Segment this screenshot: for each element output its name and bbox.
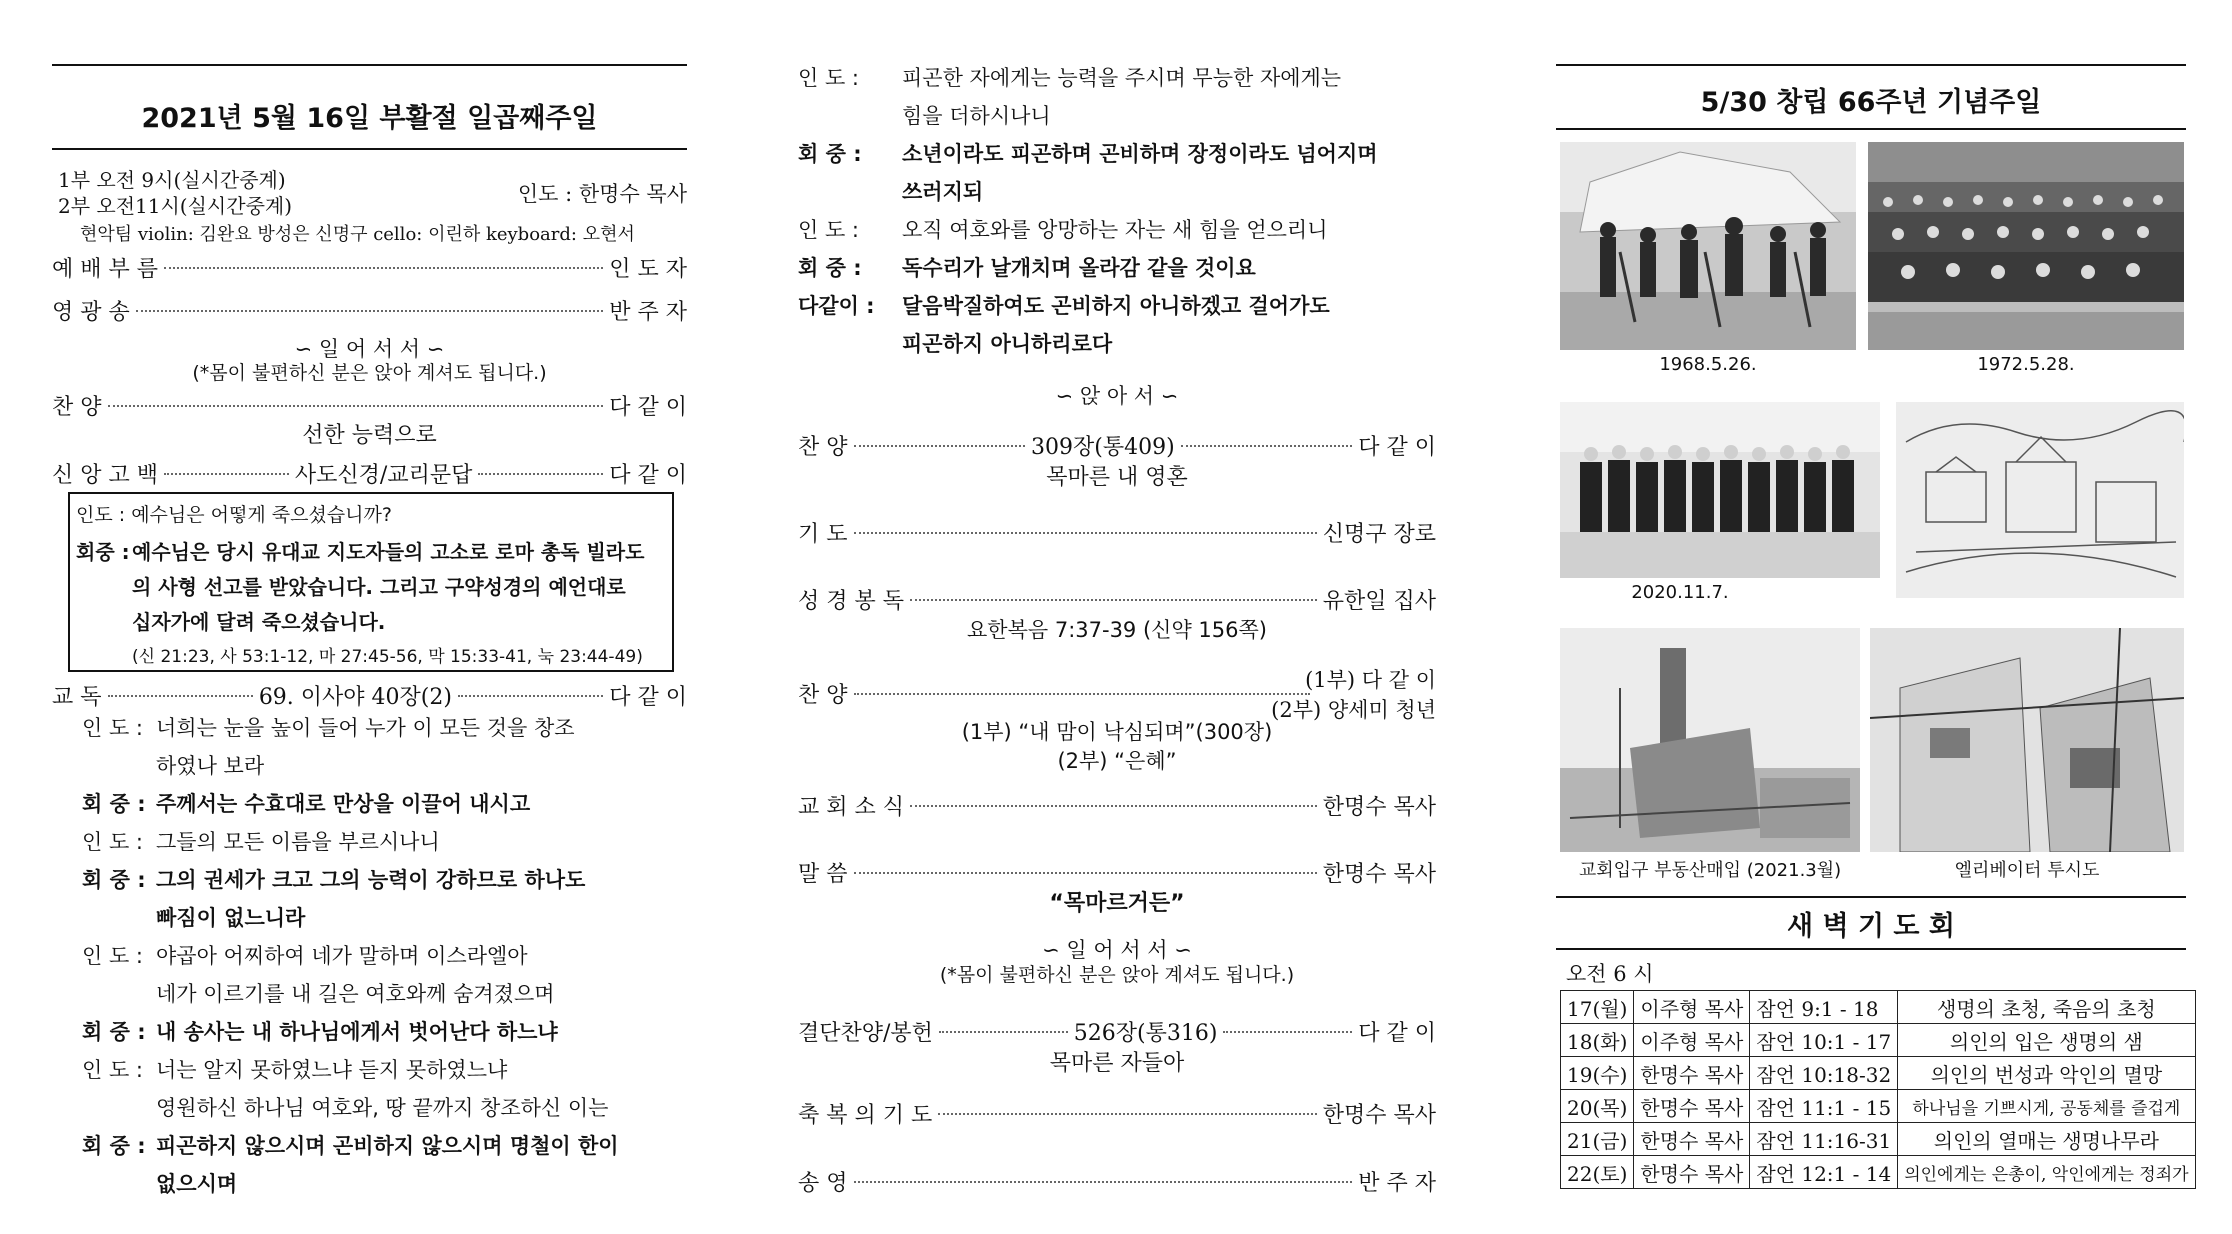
cell-pastor: 한명수 목사 [1634,1123,1750,1156]
cell-day: 17(월) [1561,991,1634,1024]
top-rule [52,64,687,66]
cell-topic: 의인의 번성과 악인의 멸망 [1898,1057,2195,1090]
cell-day: 18(화) [1561,1024,1634,1057]
gloria [52,295,687,326]
reading-line: 쓰러지되 [902,180,984,204]
anthem [798,678,1316,709]
reading-line: 피곤한 자에게는 능력을 주시며 무능한 자에게는 [902,66,1342,90]
reading-speaker: 인 도 : [82,830,143,854]
item-person: 다 같 이 [609,463,687,488]
service-1: 1부 오전 9시(실시간중계) [58,168,286,192]
prayer [798,517,1436,548]
item-detail: 69. 이사야 40장(2) [258,685,452,710]
item-label: 찬 양 [798,435,848,460]
sermon-title: “목마르거든” [1049,891,1185,916]
reading-line: 그의 권세가 크고 그의 능력이 강하므로 하나도 [156,868,586,892]
table-row [1561,1024,2196,1057]
reading-line: 너는 알지 못하였느냐 듣지 못하였느냐 [156,1058,508,1082]
reading-line: 빠짐이 없느니라 [156,906,306,930]
benediction [798,1098,1436,1129]
cell-passage: 잠언 9:1 - 18 [1750,991,1898,1024]
church-news [798,790,1436,821]
leader-name: 인도 : 한명수 목사 [517,182,687,206]
photo-group-2020 [1560,402,1880,578]
photo-caption: 1968.5.26. [1659,354,1757,375]
confession-of-faith [52,458,687,489]
table-row [1561,1123,2196,1156]
item-person: 인 도 자 [609,257,687,282]
page-title: 2021년 5월 16일 부활절 일곱째주일 [141,103,598,134]
anniversary-title: 5/30 창립 66주년 기념주일 [1700,87,2042,118]
reading-line: 힘을 더하시나니 [902,104,1051,128]
reading-line: 소년이라도 피곤하며 곤비하며 장정이라도 넘어지며 [902,142,1378,166]
cell-day: 22(토) [1561,1156,1634,1189]
cell-passage: 잠언 11:16-31 [1750,1123,1898,1156]
reading-line: 달음박질하여도 곤비하지 아니하겠고 걸어가도 [902,294,1330,318]
sit-instruction: ∽ 앉 아 서 ∽ [1055,384,1179,408]
cell-day: 19(수) [1561,1057,1634,1090]
cell-pastor: 이주형 목사 [1634,1024,1750,1057]
reading-line: 피곤하지 않으시며 곤비하지 않으시며 명철이 한이 [156,1134,619,1158]
doxology [798,1166,1436,1197]
item-person: 다 같 이 [1358,435,1436,460]
reading-speaker: 인 도 : [798,66,859,90]
reading-line: 내 송사는 내 하나님에게서 벗어난다 하느냐 [156,1020,558,1044]
reading-speaker: 다같이 : [798,294,875,318]
table-row [1561,1156,2196,1189]
left-column [52,0,687,1234]
item-label: 축 복 의 기 도 [798,1103,933,1128]
item-person: 유한일 집사 [1322,589,1436,614]
hymn-title: 목마른 내 영혼 [1046,465,1188,490]
item-person: 한명수 목사 [1322,795,1436,820]
cell-topic: 생명의 초청, 죽음의 초청 [1898,991,2195,1024]
responsive-reading [52,680,687,711]
dawn-prayer-time: 오전 6 시 [1566,962,1654,986]
item-person: 다 같 이 [1358,1021,1436,1046]
cell-pastor: 한명수 목사 [1634,1090,1750,1123]
praise-hymn [52,390,687,421]
reading-speaker: 회 중 : [82,1134,146,1158]
hymn [798,430,1436,461]
photo-sketch-drawing [1896,402,2184,598]
catechism-speaker: 회중 : [76,540,130,564]
item-person: 다 같 이 [609,395,687,420]
reading-speaker: 회 중 : [798,142,862,166]
photo-caption: 2020.11.7. [1631,582,1729,603]
item-label: 영 광 송 [52,300,130,325]
offering-hymn [798,1016,1436,1047]
cell-passage: 잠언 11:1 - 15 [1750,1090,1898,1123]
cell-topic: 의인의 열매는 생명나무라 [1898,1123,2195,1156]
middle-column [798,0,1436,1234]
stand-instruction: ∽ 일 어 서 서 ∽ [294,337,445,361]
catechism-answer-3: 십자가에 달려 죽으셨습니다. [132,610,386,634]
item-label: 교 회 소 식 [798,795,904,820]
cell-topic: 하나님을 기쁘시게, 공동체를 즐겁게 [1898,1090,2195,1123]
cell-passage: 잠언 10:1 - 17 [1750,1024,1898,1057]
title-rule [52,148,687,150]
reading-speaker: 인 도 : [82,944,143,968]
reading-line: 네가 이르기를 내 길은 여호와께 숨겨졌으며 [156,982,555,1006]
service-2: 2부 오전11시(실시간중계) [58,194,293,218]
photo-groundbreaking-1968 [1560,142,1856,350]
item-person: 다 같 이 [609,685,688,710]
item-label: 송 영 [798,1171,848,1196]
reading-speaker: 회 중 : [798,256,862,280]
item-detail: 309장(통409) [1031,435,1175,460]
catechism-question: 인도 : 예수님은 어떻게 죽으셨습니까? [76,504,392,526]
dawn-top-rule [1556,896,2186,898]
item-label: 기 도 [798,522,848,547]
reading-line: 없으시며 [156,1172,238,1196]
cell-pastor: 한명수 목사 [1634,1057,1750,1090]
reading-line: 독수리가 날개치며 올라감 같을 것이요 [902,256,1256,280]
cell-day: 21(금) [1561,1123,1634,1156]
dawn-prayer-title: 새 벽 기 도 회 [1786,911,1955,942]
catechism-answer-2: 의 사형 선고를 받았습니다. 그리고 구약성경의 예언대로 [132,575,626,599]
item-label: 찬 양 [52,395,102,420]
item-person: 반 주 자 [609,300,687,325]
title-rule [1556,128,2186,130]
reading-speaker: 회 중 : [82,868,146,892]
scripture-reading [798,584,1436,615]
anthem-song-2: (2부) “은혜” [1057,749,1177,773]
cell-passage: 잠언 12:1 - 14 [1750,1156,1898,1189]
reading-line: 야곱아 어찌하여 네가 말하며 이스라엘아 [156,944,528,968]
reading-line: 하였나 보라 [156,754,265,778]
scripture-reference: 요한복음 7:37-39 (신약 156쪽) [967,618,1267,642]
cell-pastor: 이주형 목사 [1634,991,1750,1024]
catechism-refs: (신 21:23, 사 53:1-12, 마 27:45-56, 막 15:33-41, 눅 23:44-49) [132,647,643,667]
photo-caption: 엘리베이터 투시도 [1954,860,2100,881]
reading-speaker: 인 도 : [798,218,859,242]
item-label: 성 경 봉 독 [798,589,904,614]
item-person: 한명수 목사 [1322,862,1436,887]
reading-speaker: 인 도 : [82,1058,143,1082]
reading-line: 주께서는 수효대로 만상을 이끌어 내시고 [156,792,531,816]
ensemble: 현악팀 violin: 김완요 방성은 신명구 cello: 이린하 keyboard: 오현서 [80,224,635,245]
reading-speaker: 회 중 : [82,1020,146,1044]
item-person: 반 주 자 [1358,1171,1436,1196]
item-label: 예 배 부 름 [52,257,158,282]
anthem-performer-1: (1부) 다 같 이 [1305,668,1436,692]
anthem-performer-2: (2부) 양세미 청년 [1271,698,1436,722]
dawn-prayer-schedule [1560,990,2196,1189]
photo-caption: 1972.5.28. [1977,354,2075,375]
photo-church-entrance [1560,628,1860,852]
photo-elevator-rendering [1870,628,2184,852]
item-label: 결단찬양/봉헌 [798,1021,933,1046]
table-row [1561,1090,2196,1123]
stand-instruction: ∽ 일 어 서 서 ∽ [1042,938,1192,962]
item-detail: 526장(통316) [1073,1021,1218,1046]
right-column [1556,0,2189,1234]
photo-caption: 교회입구 부동산매입 (2021.3월) [1578,860,1842,881]
reading-speaker: 인 도 : [82,716,143,740]
reading-line: 그들의 모든 이름을 부르시나니 [156,830,440,854]
table-row [1561,991,2196,1024]
catechism-answer-1: 예수님은 당시 유대교 지도자들의 고소로 로마 총독 빌라도 [132,540,645,564]
item-person: 신명구 장로 [1322,522,1436,547]
item-label: 찬 양 [798,683,848,708]
item-label: 교 독 [52,685,102,710]
item-label: 말 씀 [798,862,848,887]
item-person: 한명수 목사 [1322,1103,1436,1128]
reading-line: 너희는 눈을 높이 들어 누가 이 모든 것을 창조 [156,716,575,740]
call-to-worship [52,252,687,283]
top-rule [1556,64,2186,66]
cell-pastor: 한명수 목사 [1634,1156,1750,1189]
reading-speaker: 회 중 : [82,792,146,816]
cell-day: 20(목) [1561,1090,1634,1123]
reading-line: 오직 여호와를 앙망하는 자는 새 힘을 얻으리니 [902,218,1328,242]
cell-passage: 잠언 10:18-32 [1750,1057,1898,1090]
sermon [798,857,1436,888]
dawn-title-rule [1556,948,2186,950]
item-detail: 사도신경/교리문답 [294,463,473,488]
reading-line: 피곤하지 아니하리로다 [902,332,1113,356]
stand-note: (*몸이 불편하신 분은 앉아 계셔도 됩니다.) [192,362,547,384]
anthem-song-1: (1부) “내 맘이 낙심되며”(300장) [961,720,1273,744]
item-label: 신 앙 고 백 [52,463,158,488]
photo-congregation-1972 [1868,142,2184,350]
cell-topic: 의인에게는 은총이, 악인에게는 정죄가 [1898,1156,2195,1189]
offering-hymn-title: 목마른 자들아 [1049,1051,1185,1076]
table-row [1561,1057,2196,1090]
cell-topic: 의인의 입은 생명의 샘 [1898,1024,2195,1057]
stand-note: (*몸이 불편하신 분은 앉아 계셔도 됩니다.) [939,964,1295,986]
praise-song-title: 선한 능력으로 [302,423,437,448]
reading-line: 영원하신 하나님 여호와, 땅 끝까지 창조하신 이는 [156,1096,609,1120]
